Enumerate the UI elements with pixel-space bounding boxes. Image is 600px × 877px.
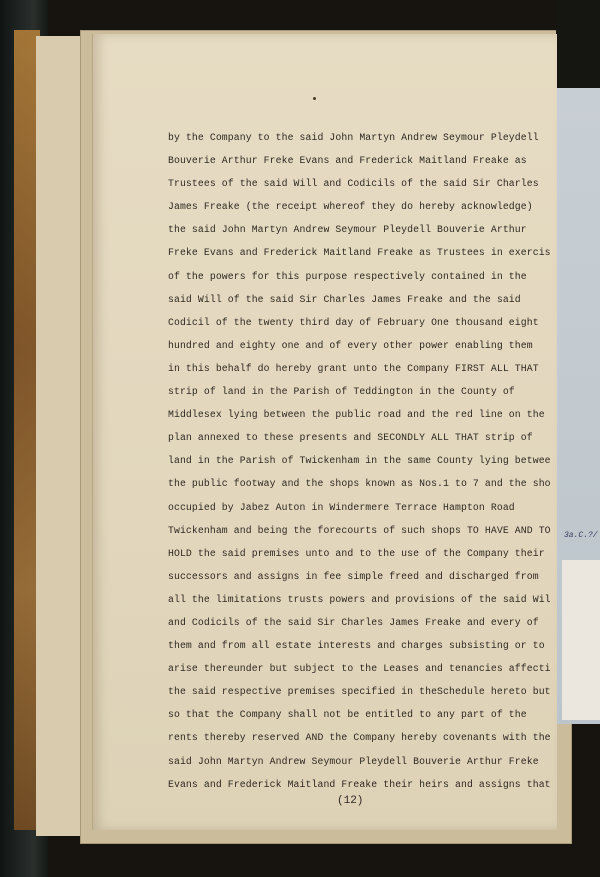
text-line: Codicil of the twenty third day of February One thousand eight (168, 316, 539, 328)
text-line: by the Company to the said John Martyn Andrew Seymour Pleydell (168, 132, 539, 143)
text-line: HOLD the said premises unto and to the use of the Company their (168, 547, 545, 559)
text-line: Twickenham and being the forecourts of such shops TO HAVE AND TO (168, 524, 551, 536)
text-line: them and from all estate interests and charges subsisting or to (168, 640, 545, 652)
text-line: Middlesex lying between the public road and the red line on the (168, 409, 545, 421)
text-line: arise thereunder but subject to the Leases and tenancies affecti (168, 663, 551, 675)
text-line: James Freake (the receipt whereof they do hereby acknowledge) (168, 201, 533, 213)
text-line: strip of land in the Parish of Teddington in the County of (168, 386, 515, 398)
text-line: the said respective premises specified in theSchedule hereto but (168, 686, 551, 698)
text-line: hundred and eighty one and of every other power enabling them (168, 339, 533, 351)
page-number: (12) (337, 795, 364, 807)
document-body (168, 126, 558, 798)
text-line: Bouverie Arthur Freke Evans and Frederick Maitland Freake as (168, 155, 527, 167)
text-line: Trustees of the said Will and Codicils of the said Sir Charles (168, 178, 539, 190)
text-line: so that the Company shall not be entitled to any part of the (168, 709, 527, 721)
text-line: and Codicils of the said Sir Charles James Freake and every of (168, 616, 539, 628)
text-line: of the powers for this purpose respectively contained in the (168, 270, 527, 282)
text-line: the said John Martyn Andrew Seymour Pleydell Bouverie Arthur (168, 224, 527, 236)
text-line: occupied by Jabez Auton in Windermere Terrace Hampton Road (168, 501, 515, 513)
ink-mark (313, 97, 316, 100)
text-line: rents thereby reserved AND the Company hereby covenants with the (168, 732, 551, 744)
text-line: the public footway and the shops known as Nos.1 to 7 and the sho (168, 478, 551, 490)
text-line: said Will of the said Sir Charles James Freake and the said (168, 293, 521, 305)
text-line: said John Martyn Andrew Seymour Pleydell Bouverie Arthur Freke (168, 755, 539, 767)
text-line: plan annexed to these presents and SECONDLY ALL THAT strip of (168, 432, 533, 444)
background-dark-area (556, 0, 600, 88)
text-line: all the limitations trusts powers and provisions of the said Wil (168, 593, 551, 605)
margin-note: 3a.C.?/ (564, 531, 598, 540)
text-line: Evans and Frederick Maitland Freake their heirs and assigns that (168, 778, 551, 790)
text-line: land in the Parish of Twickenham in the same County lying betwee (168, 455, 551, 467)
adjacent-sheet-label (562, 560, 600, 720)
text-line: in this behalf do hereby grant unto the Company FIRST ALL THAT (168, 362, 539, 374)
text-line: successors and assigns in fee simple freed and discharged from (168, 570, 539, 582)
text-line: Freke Evans and Frederick Maitland Freake as Trustees in exercis (168, 247, 551, 259)
